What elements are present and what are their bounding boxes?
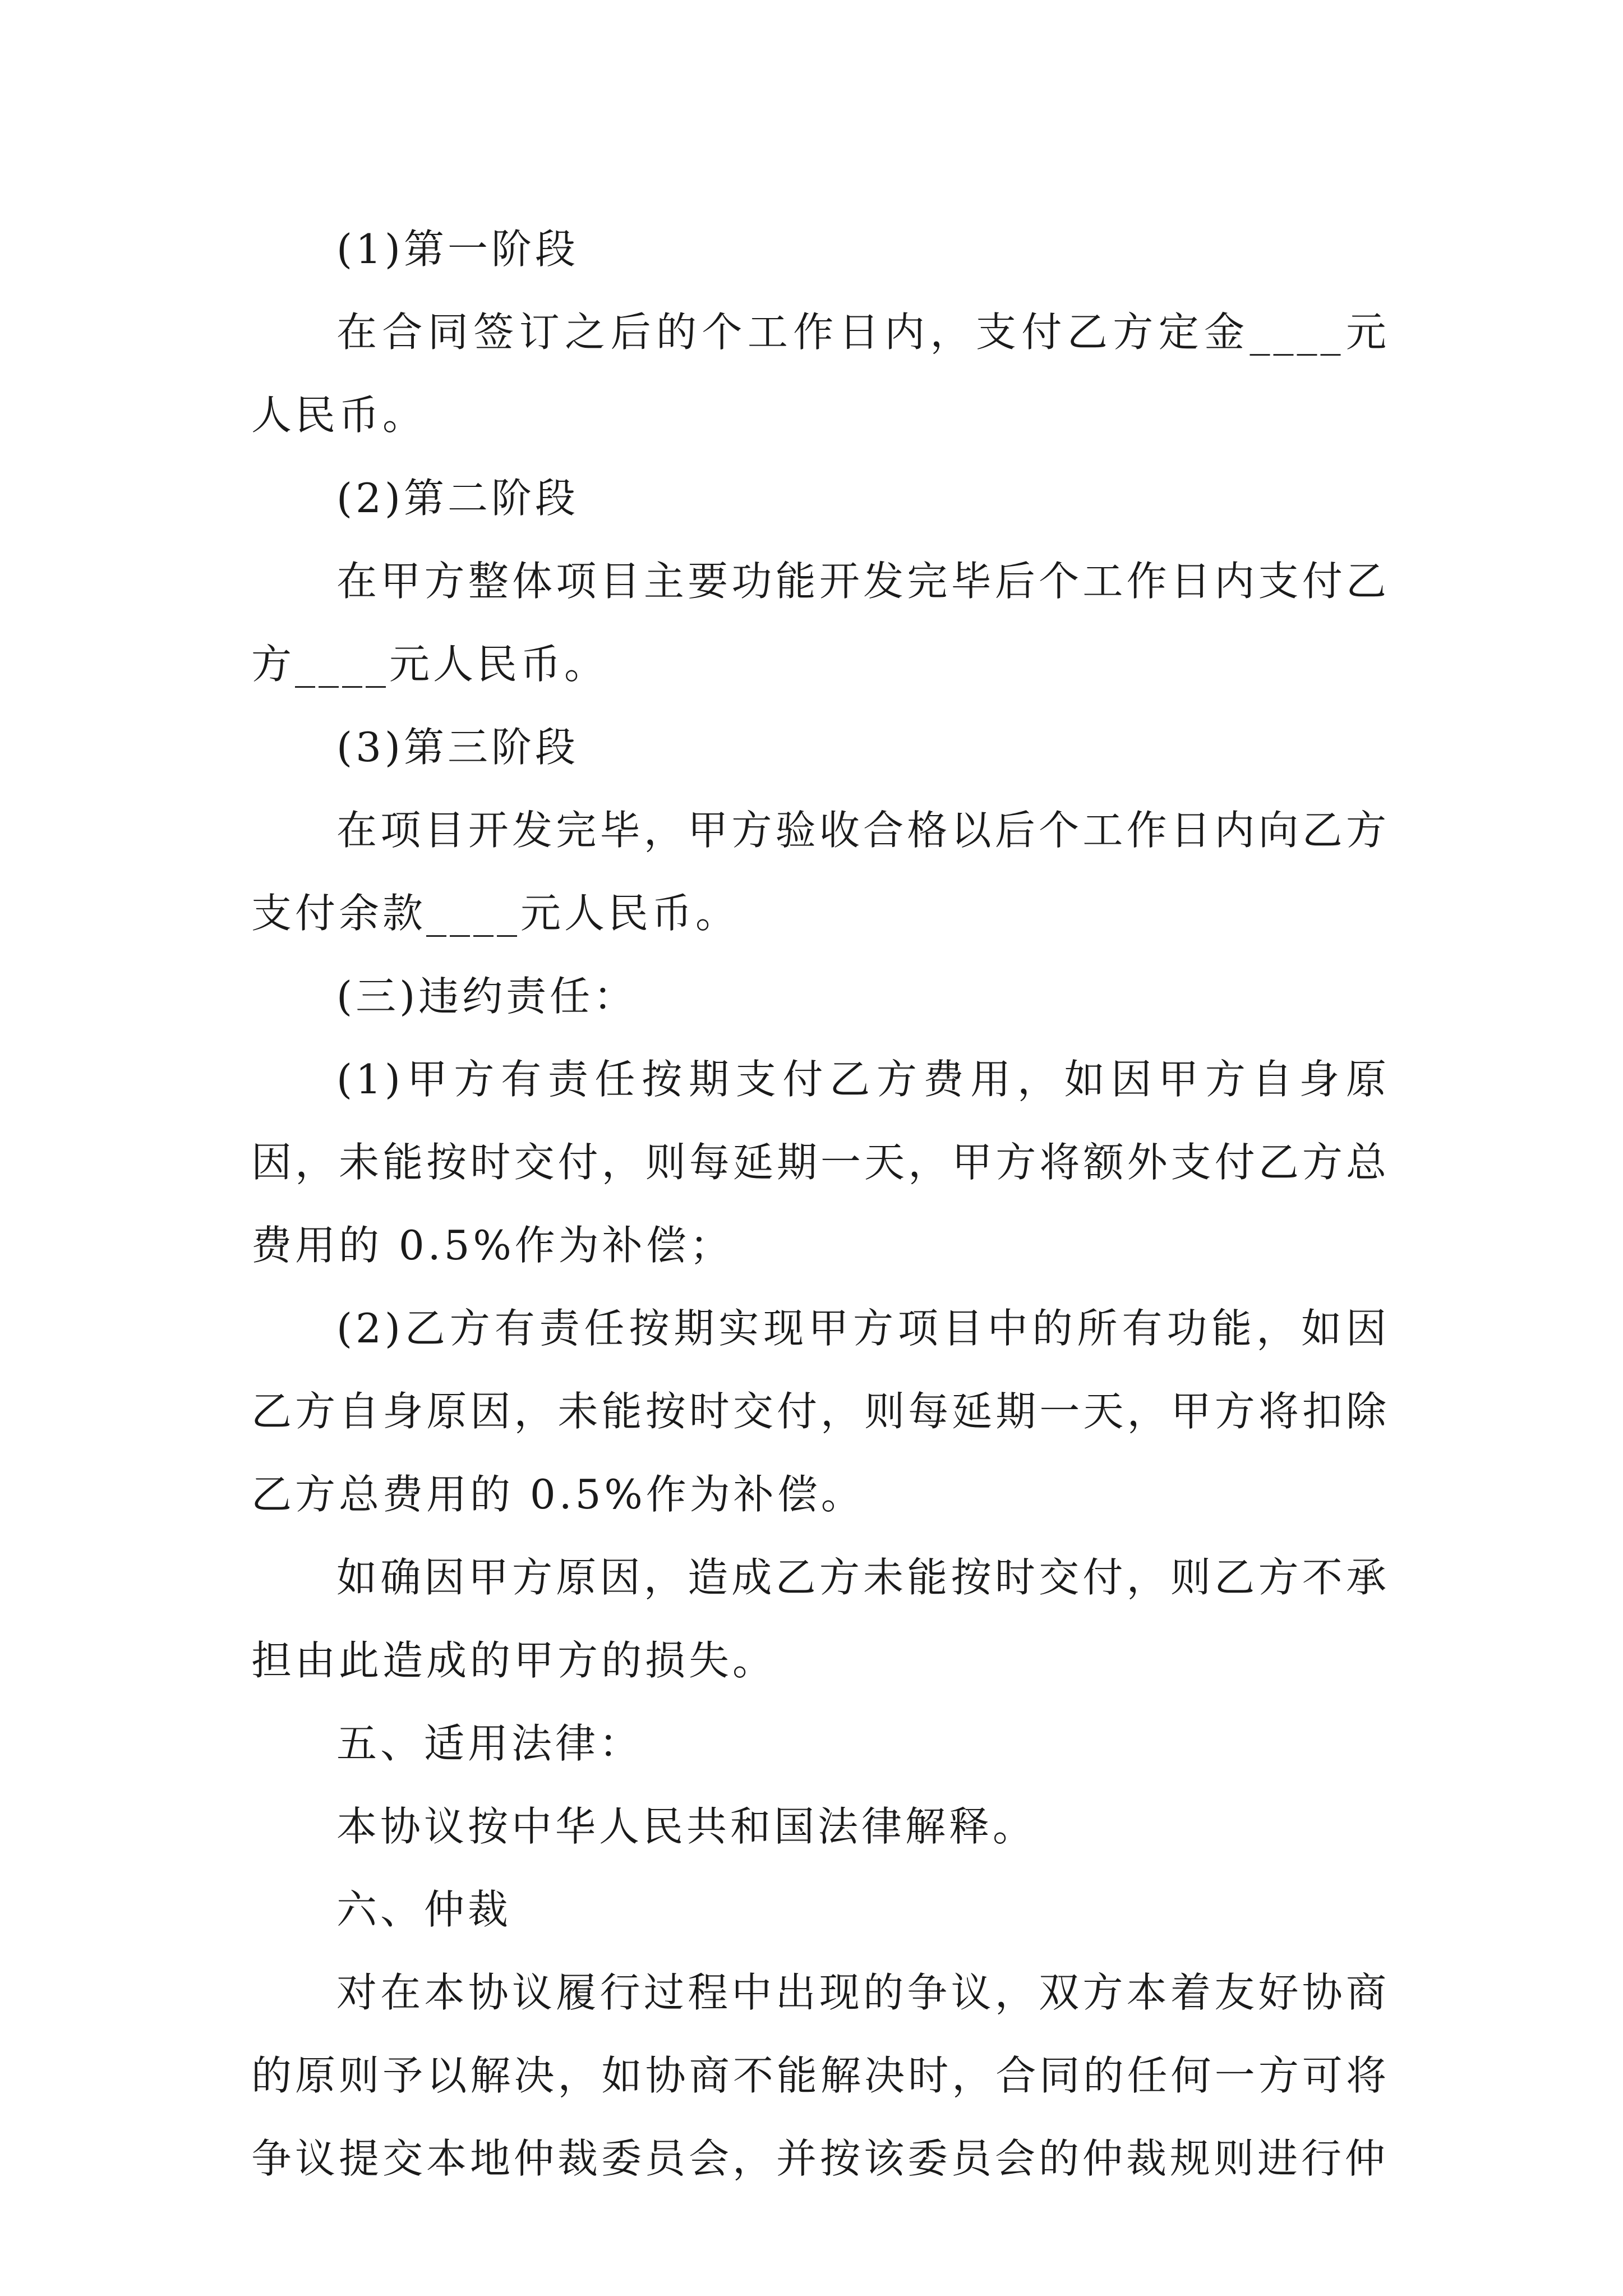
paragraph-law-heading: 五、适用法律： — [336, 1720, 643, 1767]
paragraph-breach-exception: 如确因甲方原因，造成乙方未能按时交付，则乙方不承担由此造成的甲方的损失。 — [251, 1554, 1390, 1684]
paragraph-stage-2-heading: (2)第二阶段 — [336, 475, 579, 522]
paragraph-breach-party-b: (2)乙方有责任按期实现甲方项目中的所有功能，如因乙方自身原因，未能按时交付，则每延期一天，甲方将扣除乙方总费用的 0.5%作为补偿。 — [251, 1305, 1390, 1518]
paragraph-stage-3-heading: (3)第三阶段 — [336, 724, 579, 771]
paragraph-stage-3-body: 在项目开发完毕，甲方验收合格以后个工作日内向乙方支付余款____元人民币。 — [251, 807, 1390, 937]
paragraph-stage-1-heading: (1)第一阶段 — [336, 226, 579, 273]
document-body — [251, 208, 1390, 2200]
paragraph-stage-1-body: 在合同签订之后的个工作日内，支付乙方定金____元人民币。 — [251, 309, 1390, 439]
paragraph-breach-heading: (三)违约责任： — [336, 973, 638, 1020]
paragraph-arbitration-body: 对在本协议履行过程中出现的争议，双方本着友好协商的原则予以解决，如协商不能解决时，合同的任何一方可将争议提交本地仲裁委员会，并按该委员会的仲裁规则进行仲 — [251, 1969, 1390, 2182]
paragraph-breach-party-a: (1)甲方有责任按期支付乙方费用，如因甲方自身原因，未能按时交付，则每延期一天，甲方将额外支付乙方总费用的 0.5%作为补偿； — [251, 1056, 1390, 1269]
paragraph-arbitration-heading: 六、仲裁 — [336, 1886, 512, 1933]
paragraph-law-body: 本协议按中华人民共和国法律解释。 — [336, 1803, 1037, 1850]
paragraph-stage-2-body: 在甲方整体项目主要功能开发完毕后个工作日内支付乙方____元人民币。 — [251, 558, 1390, 688]
